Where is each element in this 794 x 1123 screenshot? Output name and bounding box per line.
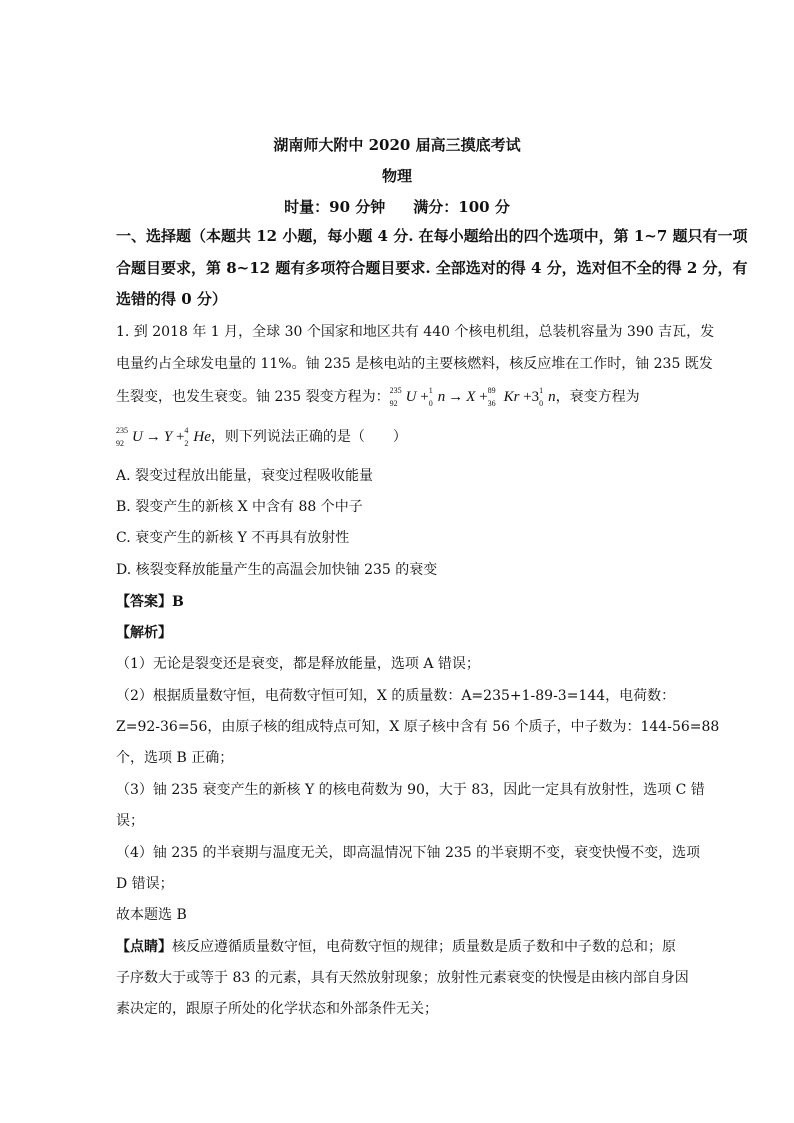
section-heading-line-2: 合题目要求，第 8~12 题有多项符合题目要求. 全部选对的得 4 分，选对但不全的得 2 分，有 — [116, 259, 748, 277]
section-heading-line-3: 选错的得 0 分） — [116, 290, 227, 308]
question-stem-line-4 — [116, 427, 688, 448]
fission-x-symbol: X — [466, 389, 476, 405]
analysis-line-6: 误； — [116, 813, 144, 829]
stem-line-3-suffix: ，衰变方程为 — [555, 389, 640, 405]
option-a: A. 裂变过程放出能量，衰变过程吸收能量 — [116, 468, 374, 484]
question-stem-line-2: 电量约占全球发电量的 11%。铀 235 是核电站的主要核燃料，核反应堆在工作时，铀 235 既发 — [116, 356, 713, 372]
option-b: B. 裂变产生的新核 X 中含有 88 个中子 — [116, 499, 363, 515]
fission-n-mass: 1 — [428, 385, 433, 395]
point-title: 【点睛】 — [116, 939, 172, 955]
fission-n2-mass: 1 — [539, 385, 544, 395]
analysis-line-7: （4）铀 235 的半衰期与温度无关，即高温情况下铀 235 的半衰期不变，衰变快慢不变，选项 — [116, 845, 701, 861]
analysis-line-4: 个，选项 B 正确； — [116, 750, 234, 766]
fission-plus-2: + — [479, 389, 488, 405]
fission-u-mass: 235 — [389, 385, 402, 395]
fission-n-charge: 0 — [428, 398, 433, 408]
point-line-3: 素决定的，跟原子所处的化学状态和外部条件无关； — [116, 1001, 438, 1017]
point-line-2: 子序数大于或等于 83 的元素，具有天然放射现象；放射性元素衰变的快慢是由核内部自身因 — [116, 970, 689, 986]
point-line-1 — [116, 937, 688, 957]
fission-plus-1: + — [420, 389, 429, 405]
exam-title: 湖南师大附中 2020 届高三摸底考试 — [273, 136, 521, 154]
section-heading-line-1: 一、选择题（本题共 12 小题，每小题 4 分. 在每小题给出的四个选项中，第 1~7 题只有一项 — [116, 227, 748, 245]
stem-line-3-prefix: 生裂变，也发生衰变。铀 235 裂变方程为： — [116, 389, 390, 405]
decay-u-symbol: U — [132, 429, 143, 445]
decay-u-charge: 92 — [116, 438, 124, 448]
question-stem-line-3 — [116, 387, 688, 408]
fission-kr-charge: 36 — [487, 398, 496, 408]
decay-he-symbol: He — [193, 429, 211, 445]
fission-u-symbol: U — [405, 389, 417, 405]
analysis-line-8: D 错误； — [116, 876, 174, 892]
decay-he-mass: 4 — [184, 425, 189, 435]
decay-u-mass: 235 — [116, 425, 128, 435]
exam-meta — [0, 196, 794, 217]
fission-equation — [389, 385, 556, 408]
analysis-line-5: （3）铀 235 衰变产生的新核 Y 的核电荷数为 90，大于 83，因此一定具有放射性，选项 C 错 — [116, 782, 705, 798]
question-stem-line-1: 1. 到 2018 年 1 月，全球 30 个国家和地区共有 440 个核电机组，总装机容量为 390 吉瓦，发 — [116, 324, 715, 340]
fission-arrow: → — [448, 389, 464, 405]
point-text-1: 核反应遵循质量数守恒，电荷数守恒的规律；质量数是质子数和中子数的总和；原 — [172, 939, 676, 955]
stem-line-4-suffix: ，则下列说法正确的是（ ） — [210, 429, 407, 445]
exam-time: 时量：90 分钟 — [284, 198, 386, 216]
decay-y-symbol: Y — [163, 429, 173, 445]
fission-kr-symbol: Kr — [503, 389, 520, 405]
fission-u-charge: 92 — [389, 398, 398, 408]
option-c: C. 衰变产生的新核 Y 不再具有放射性 — [116, 530, 350, 546]
fission-n2-symbol: n — [548, 389, 556, 405]
answer-label: 【答案】B — [116, 594, 184, 610]
decay-plus: + — [175, 429, 185, 445]
decay-he-charge: 2 — [184, 438, 189, 448]
decay-equation — [116, 425, 211, 448]
fission-n-symbol: n — [437, 389, 446, 405]
analysis-line-2: （2）根据质量数守恒，电荷数守恒可知，X 的质量数：A=235+1-89-3=144，电荷数： — [116, 688, 676, 704]
fission-kr-mass: 89 — [487, 385, 496, 395]
fission-coefficient: 3 — [531, 389, 540, 405]
analysis-title: 【解析】 — [116, 625, 172, 641]
analysis-line-3: Z=92-36=56，由原子核的组成特点可知，X 原子核中含有 56 个质子，中子数为：144-56=88 — [116, 719, 720, 735]
analysis-line-9: 故本题选 B — [116, 907, 187, 923]
option-d: D. 核裂变释放能量产生的高温会加快铀 235 的衰变 — [116, 562, 438, 578]
exam-subject: 物理 — [381, 167, 412, 185]
fission-plus-3: + — [523, 389, 532, 405]
decay-arrow: → — [145, 429, 161, 445]
analysis-line-1: （1）无论是裂变还是衰变，都是释放能量，选项 A 错误； — [116, 656, 480, 672]
exam-score: 满分：100 分 — [413, 198, 510, 216]
fission-n2-charge: 0 — [539, 398, 544, 408]
